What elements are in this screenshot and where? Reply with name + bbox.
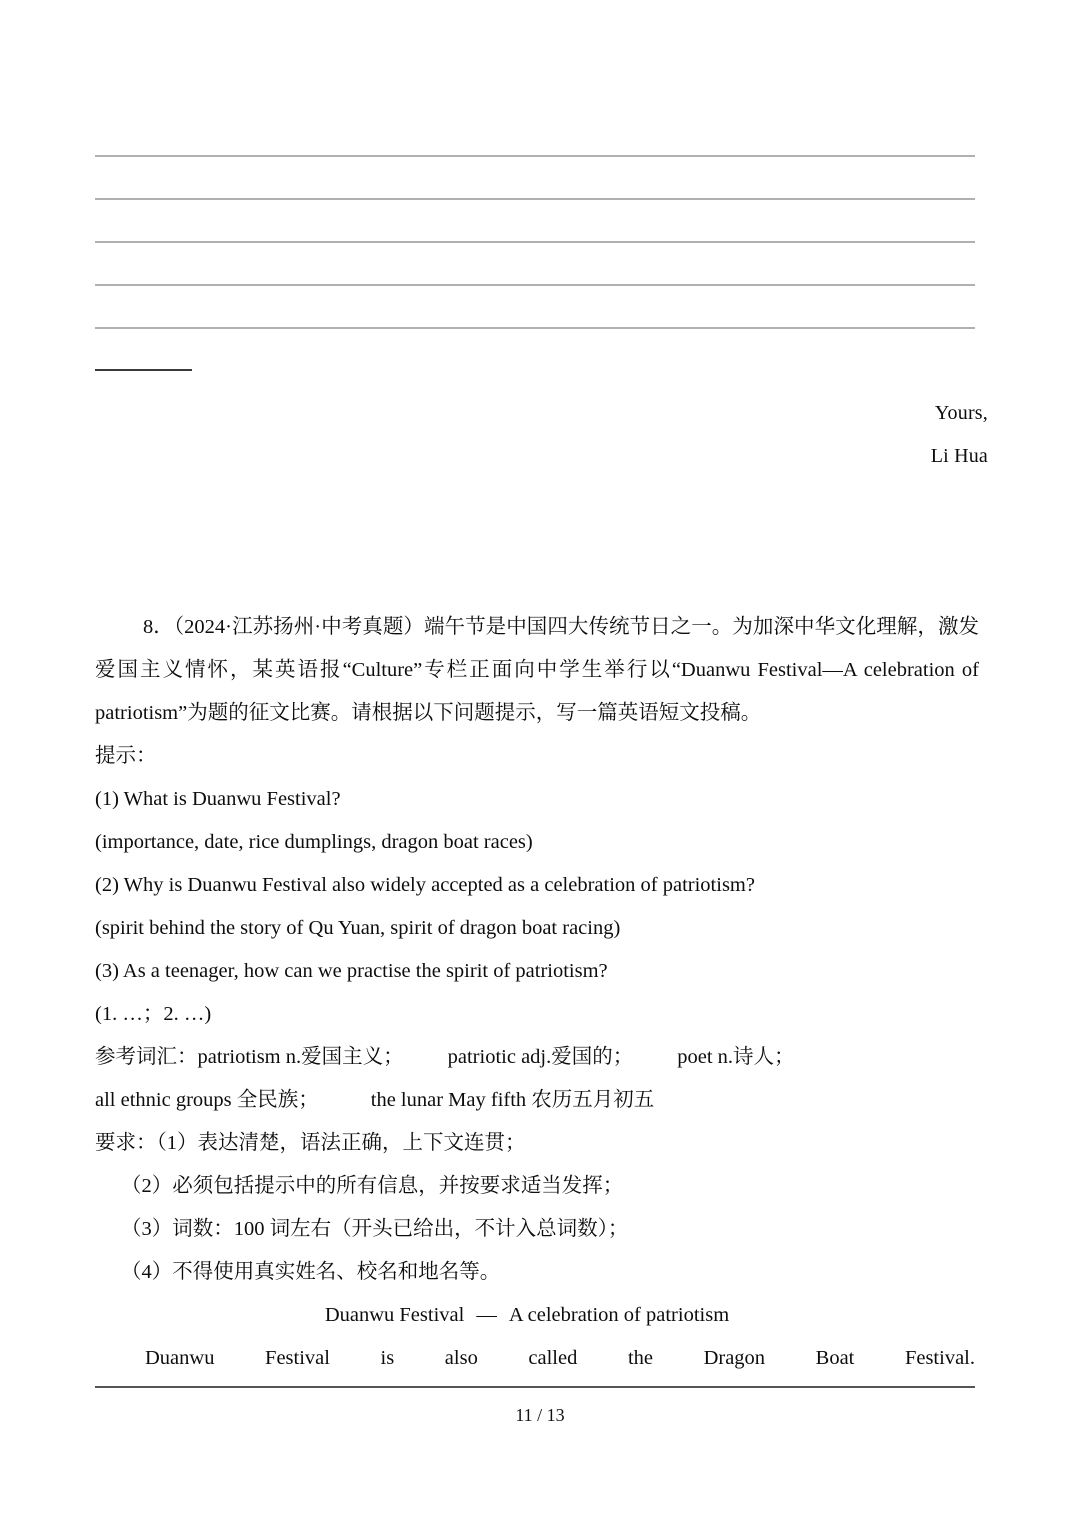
- question-source-tag: （2024·江苏扬州·中考真题）: [173, 616, 424, 638]
- answer-rule-line: [95, 327, 975, 329]
- signature-closing: Yours,: [934, 402, 988, 424]
- prompt-hint-3: (1. …；2. …): [95, 1003, 212, 1025]
- requirement-item-4: （4）不得使用真实姓名、校名和地名等。: [121, 1261, 501, 1283]
- prompt-item-3: (3) As a teenager, how can we practise the spirit of patriotism?: [95, 960, 608, 982]
- requirement-item-2: （2）必须包括提示中的所有信息，并按要求适当发挥；: [121, 1175, 624, 1197]
- vocabulary-entry: patriotism n.爱国主义；: [197, 1046, 404, 1068]
- prompt-hint-2: (spirit behind the story of Qu Yuan, spirit of dragon boat racing): [95, 917, 621, 939]
- composition-title-right: A celebration of patriotism: [508, 1304, 730, 1326]
- question-stem: [95, 606, 979, 735]
- answer-rule-line: [95, 241, 975, 243]
- vocabulary-entry: poet n.诗人；: [677, 1046, 795, 1068]
- question-8-block: [95, 606, 979, 1380]
- vocabulary-entry: the lunar May fifth 农历五月初五: [370, 1089, 655, 1111]
- requirement-item: （1）表达清楚，语法正确，上下文连贯；: [156, 1132, 526, 1154]
- vocabulary-entry: all ethnic groups 全民族；: [95, 1089, 319, 1111]
- letter-signature: [931, 392, 988, 478]
- composition-opening-sentence: Duanwu Festival is also called the Dragon Boat Festival.: [145, 1347, 975, 1369]
- composition-title: [95, 1294, 979, 1337]
- short-rule-line: [95, 369, 192, 371]
- answer-ruled-lines: [95, 155, 975, 329]
- requirements-label: 要求：: [95, 1132, 157, 1154]
- answer-rule-line: [95, 198, 975, 200]
- footer-separator-rule: [95, 1386, 975, 1388]
- question-stem-text: 端午节是中国四大传统节日之一。为加深中华文化理解，激发爱国主义情怀，某英语报“Culture”专栏正面向中学生举行以“Duanwu Festival—A celebration of patriotism”为题的征文比赛。请根据以下问题提示，写一篇英语短文投稿。: [95, 616, 980, 724]
- answer-rule-line: [95, 284, 975, 286]
- requirement-item-3: （3）词数：100 词左右（开头已给出，不计入总词数）；: [121, 1218, 629, 1240]
- prompt-item-1: (1) What is Duanwu Festival?: [95, 788, 341, 810]
- page-number: 11 / 13: [515, 1405, 565, 1425]
- em-dash-separator: —: [476, 1304, 497, 1326]
- question-number: 8．: [143, 616, 174, 638]
- requirements-line-1: [95, 1122, 979, 1165]
- vocabulary-line-2: [95, 1079, 979, 1122]
- prompt-hint-1: (importance, date, rice dumplings, dragon boat races): [95, 831, 533, 853]
- answer-rule-line: [95, 155, 975, 157]
- vocabulary-label: 参考词汇：: [95, 1046, 198, 1068]
- signature-name: Li Hua: [930, 445, 988, 467]
- vocabulary-line-1: [95, 1036, 979, 1079]
- composition-title-left: Duanwu Festival: [324, 1304, 465, 1326]
- vocabulary-entry: patriotic adj.爱国的；: [447, 1046, 634, 1068]
- prompts-label: 提示：: [95, 745, 157, 767]
- prompt-item-2: (2) Why is Duanwu Festival also widely accepted as a celebration of patriotism?: [95, 874, 755, 896]
